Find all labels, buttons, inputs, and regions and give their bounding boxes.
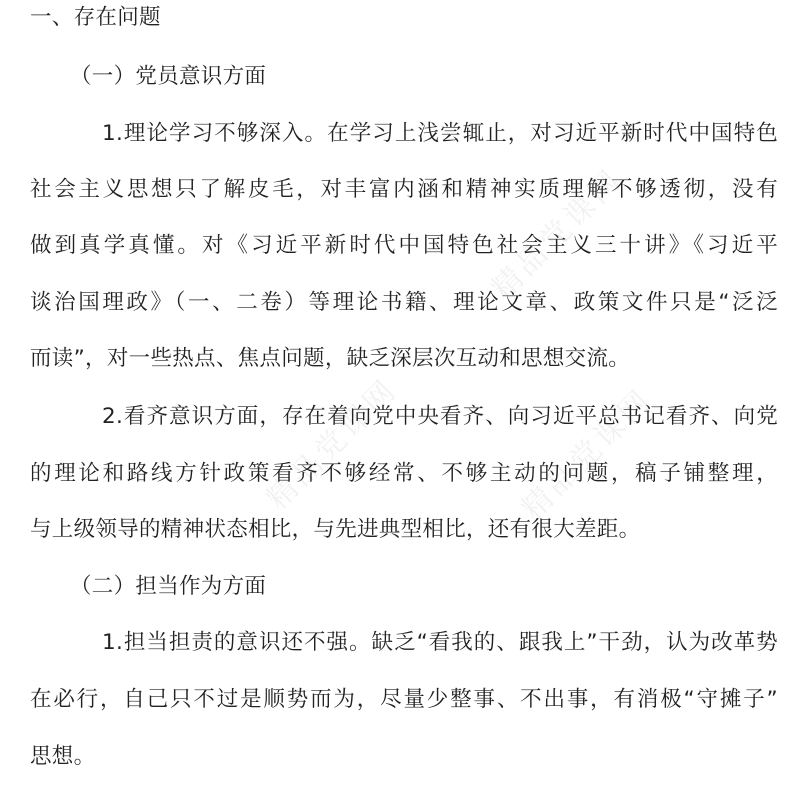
paragraph-line: 社会主义思想只了解皮毛，对丰富内涵和精神实质理解不够透彻，没有 <box>30 177 778 202</box>
watermark: 精品党课网 <box>514 381 660 527</box>
paragraph-line: 的理论和路线方针政策看齐不够经常、不够主动的问题，稿子铺整理， <box>30 461 778 486</box>
watermark: 精品党课网 <box>259 371 405 517</box>
heading-1: 一、存在问题 <box>30 5 161 30</box>
paragraph-line: 1.担当担责的意识还不强。缺乏“看我的、跟我上”干劲，认为改革势 <box>102 630 778 655</box>
watermark: 精品党课网 <box>484 161 630 307</box>
paragraph-line: 1.理论学习不够深入。在学习上浅尝辄止，对习近平新时代中国特色 <box>102 121 778 146</box>
paragraph-line: 而读”，对一些热点、焦点问题，缺乏深层次互动和思想交流。 <box>30 346 631 371</box>
section-2-title: （二）担当作为方面 <box>70 574 267 599</box>
paragraph-line: 做到真学真懂。对《习近平新时代中国特色社会主义三十讲》《习近平 <box>30 233 778 258</box>
paragraph-line: 在必行，自己只不过是顺势而为，尽量少整事、不出事，有消极“守摊子” <box>30 687 778 712</box>
paragraph-line: 2.看齐意识方面，存在着向党中央看齐、向习近平总书记看齐、向党 <box>102 404 778 429</box>
paragraph-line: 与上级领导的精神状态相比，与先进典型相比，还有很大差距。 <box>30 517 641 542</box>
paragraph-line: 思想。 <box>30 744 96 769</box>
paragraph-line: 谈治国理政》（一、二卷）等理论书籍、理论文章、政策文件只是“泛泛 <box>30 290 778 315</box>
section-1-title: （一）党员意识方面 <box>70 64 267 89</box>
